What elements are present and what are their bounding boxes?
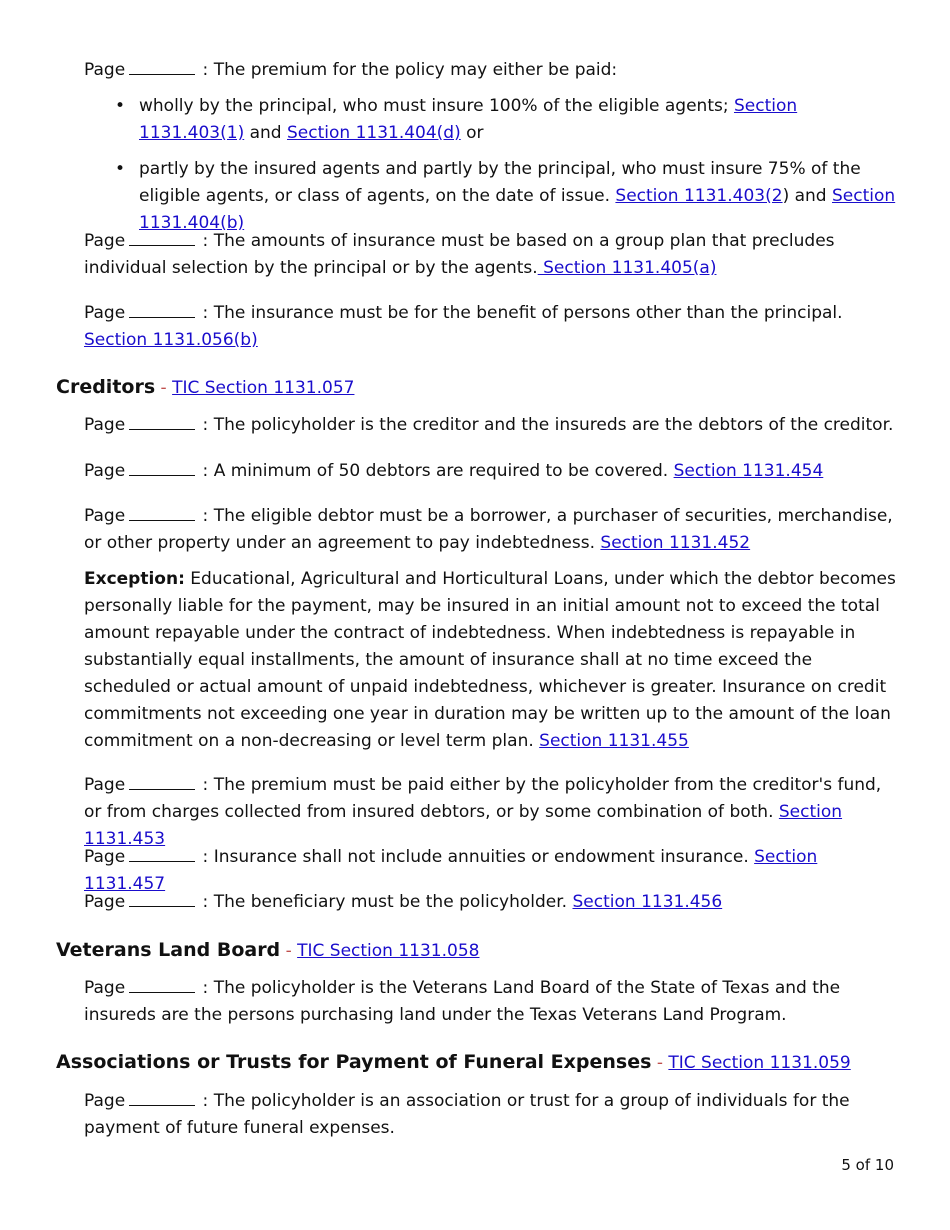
- bullet-icon: •: [115, 159, 126, 179]
- page-blank[interactable]: [129, 230, 195, 246]
- page-blank[interactable]: [129, 977, 195, 993]
- paragraph-text: : The premium for the policy may either be paid:: [197, 60, 618, 80]
- page-label: Page: [84, 978, 126, 998]
- bullet-item: [115, 93, 899, 147]
- tic-section-link[interactable]: TIC Section 1131.058: [297, 941, 480, 961]
- page-label: Page: [84, 847, 126, 867]
- page-label: Page: [84, 303, 126, 323]
- page-blank[interactable]: [129, 460, 195, 476]
- page-label: Page: [84, 231, 126, 251]
- requirement-paragraph: [84, 503, 899, 557]
- section-link[interactable]: Section 1131.457: [84, 847, 818, 894]
- section-link[interactable]: Section 1131.454: [673, 461, 824, 481]
- requirement-paragraph: [84, 458, 899, 485]
- page-label: Page: [84, 1091, 126, 1111]
- paragraph-text: : The eligible debtor must be a borrower, a purchaser of securities, merchandise, or other property under an agreement to pay indebtedness.: [84, 506, 893, 553]
- paragraph-text: : The premium must be paid either by the policyholder from the creditor's fund, or from charges collected from insured debtors, or by some combination of both.: [84, 775, 882, 822]
- page-label: Page: [84, 892, 126, 912]
- section-link[interactable]: Section 1131.403(1): [139, 96, 798, 143]
- veterans-heading: [56, 937, 916, 965]
- page-blank[interactable]: [129, 414, 195, 430]
- page-blank[interactable]: [129, 302, 195, 318]
- heading-dash: -: [280, 941, 298, 961]
- exception-paragraph: [84, 566, 899, 755]
- bullet-text: or: [460, 123, 484, 143]
- heading-text: Associations or Trusts for Payment of Funeral Expenses: [56, 1051, 652, 1073]
- page-blank[interactable]: [129, 774, 195, 790]
- paragraph-text: : The policyholder is the creditor and the insureds are the debtors of the creditor.: [197, 415, 894, 435]
- requirement-paragraph: [84, 300, 899, 354]
- section-link[interactable]: Section 1131.404(b): [139, 186, 896, 233]
- page-label: Page: [84, 775, 126, 795]
- section-link[interactable]: Section 1131.403(2: [615, 186, 783, 206]
- paragraph-text: : The policyholder is an association or trust for a group of individuals for the payment of future funeral expenses.: [84, 1091, 850, 1138]
- section-link[interactable]: Section 1131.455: [539, 731, 689, 751]
- page-blank[interactable]: [129, 846, 195, 862]
- section-link[interactable]: Section 1131.405(a): [537, 258, 717, 278]
- paragraph-text: : A minimum of 50 debtors are required to be covered.: [197, 461, 674, 481]
- page-blank[interactable]: [129, 505, 195, 521]
- section-link[interactable]: Section 1131.456: [572, 892, 723, 912]
- exception-text: Educational, Agricultural and Horticultural Loans, under which the debtor becomes personally liable for the payment, may be insured in an initial amount not to exceed the total amount repayable under the contract of indebtedness. When indebtedness is repayable in substantially equal installments, the amount of insurance shall at no time exceed the scheduled or actual amount of unpaid indebtedness, whichever is greater. Insurance on credit commitments not exceeding one year in duration may be written up to the amount of the loan commitment on a non-decreasing or level term plan.: [84, 569, 896, 751]
- page-label: Page: [84, 461, 126, 481]
- section-link[interactable]: Section 1131.452: [600, 533, 751, 553]
- requirement-paragraph: [84, 889, 899, 916]
- page-number: 5 of 10: [841, 1156, 894, 1174]
- bullet-text: ) and: [782, 186, 832, 206]
- page-blank[interactable]: [129, 891, 195, 907]
- requirement-paragraph: [84, 1088, 899, 1142]
- bullet-item: [115, 156, 899, 237]
- requirement-paragraph: [84, 412, 899, 439]
- page-blank[interactable]: [129, 1090, 195, 1106]
- bullet-icon: •: [115, 96, 126, 116]
- bullet-text: and: [244, 123, 287, 143]
- section-link[interactable]: Section 1131.404(d): [287, 123, 461, 143]
- requirement-paragraph: [84, 975, 899, 1029]
- heading-text: Veterans Land Board: [56, 939, 281, 961]
- exception-label: Exception:: [84, 569, 185, 589]
- funeral-heading: [56, 1049, 916, 1077]
- bullet-text: wholly by the principal, who must insure 100% of the eligible agents;: [139, 96, 734, 116]
- paragraph-text: : The insurance must be for the benefit of persons other than the principal.: [197, 303, 843, 323]
- page-label: Page: [84, 506, 126, 526]
- tic-section-link[interactable]: TIC Section 1131.059: [668, 1053, 851, 1073]
- section-link[interactable]: Section 1131.453: [84, 802, 843, 849]
- paragraph-text: : The beneficiary must be the policyholder.: [197, 892, 573, 912]
- heading-text: Creditors: [56, 376, 156, 398]
- heading-dash: -: [155, 378, 173, 398]
- paragraph-text: : The amounts of insurance must be based on a group plan that precludes individual selection by the principal or by the agents.: [84, 231, 835, 278]
- tic-section-link[interactable]: TIC Section 1131.057: [172, 378, 355, 398]
- paragraph-text: : Insurance shall not include annuities or endowment insurance.: [197, 847, 755, 867]
- paragraph-text: : The policyholder is the Veterans Land Board of the State of Texas and the insureds are the persons purchasing land under the Texas Veterans Land Program.: [84, 978, 841, 1025]
- page-label: Page: [84, 415, 126, 435]
- heading-dash: -: [651, 1053, 669, 1073]
- requirement-paragraph: [84, 772, 899, 853]
- creditors-heading: [56, 374, 916, 402]
- section-link[interactable]: Section 1131.056(b): [84, 330, 258, 350]
- requirement-paragraph: [84, 57, 899, 84]
- page-blank[interactable]: [129, 59, 195, 75]
- page-label: Page: [84, 60, 126, 80]
- requirement-paragraph: [84, 228, 899, 282]
- bullet-text: partly by the insured agents and partly by the principal, who must insure 75% of the eligible agents, or class of agents, on the date of issue.: [139, 159, 861, 206]
